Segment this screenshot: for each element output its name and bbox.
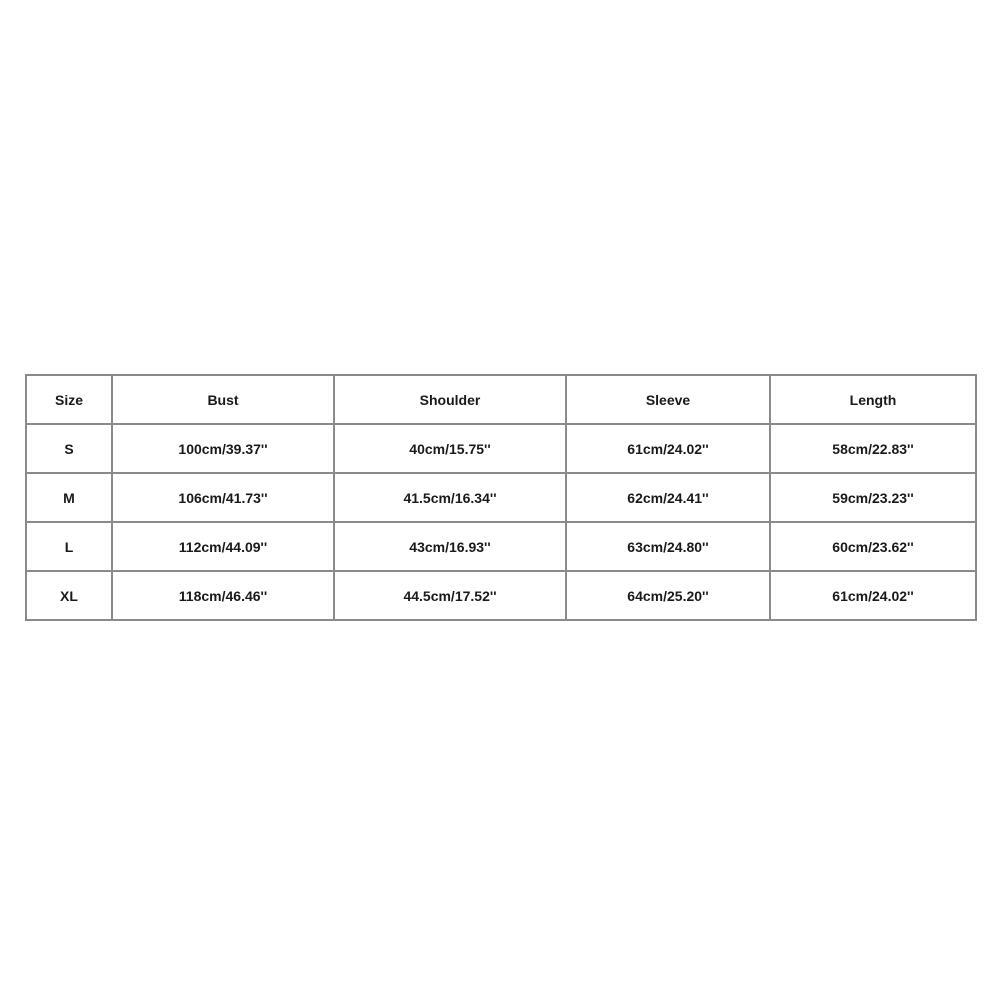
table-row — [26, 473, 976, 522]
cell-length: 59cm/23.23'' — [770, 473, 976, 522]
cell-length: 61cm/24.02'' — [770, 571, 976, 620]
table-row — [26, 522, 976, 571]
cell-length: 58cm/22.83'' — [770, 424, 976, 473]
cell-size: L — [26, 522, 112, 571]
cell-sleeve: 61cm/24.02'' — [566, 424, 770, 473]
cell-bust: 112cm/44.09'' — [112, 522, 334, 571]
cell-sleeve: 62cm/24.41'' — [566, 473, 770, 522]
header-bust: Bust — [112, 375, 334, 424]
table-row — [26, 424, 976, 473]
cell-shoulder: 44.5cm/17.52'' — [334, 571, 566, 620]
cell-shoulder: 40cm/15.75'' — [334, 424, 566, 473]
cell-sleeve: 63cm/24.80'' — [566, 522, 770, 571]
cell-size: XL — [26, 571, 112, 620]
cell-size: M — [26, 473, 112, 522]
header-sleeve: Sleeve — [566, 375, 770, 424]
header-shoulder: Shoulder — [334, 375, 566, 424]
cell-size: S — [26, 424, 112, 473]
cell-sleeve: 64cm/25.20'' — [566, 571, 770, 620]
table-row — [26, 571, 976, 620]
header-size: Size — [26, 375, 112, 424]
cell-shoulder: 43cm/16.93'' — [334, 522, 566, 571]
cell-length: 60cm/23.62'' — [770, 522, 976, 571]
cell-shoulder: 41.5cm/16.34'' — [334, 473, 566, 522]
size-chart-table — [25, 374, 977, 621]
header-row — [26, 375, 976, 424]
cell-bust: 118cm/46.46'' — [112, 571, 334, 620]
cell-bust: 100cm/39.37'' — [112, 424, 334, 473]
header-length: Length — [770, 375, 976, 424]
cell-bust: 106cm/41.73'' — [112, 473, 334, 522]
